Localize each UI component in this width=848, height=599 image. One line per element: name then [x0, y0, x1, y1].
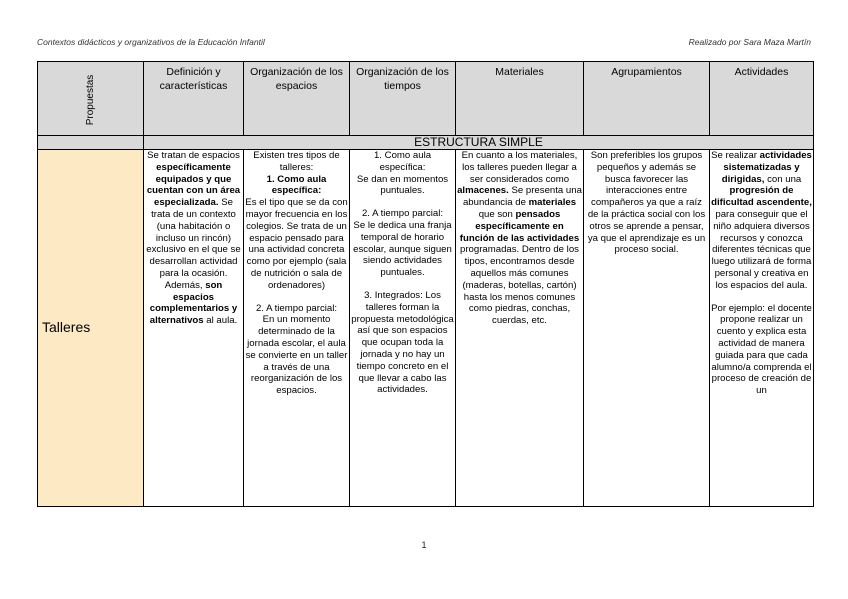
structure-table: [37, 61, 814, 507]
header-espacios: Organización de los espacios: [244, 62, 350, 136]
cell-espacios: Existen tres tipos de talleres: 1. Como aula específica: Es el tipo que se da con mayor frecuencia en los colegios. Se trata de un espacio pensado para una actividad concreta como por ejemplo (sala de nutrición o sala de ordenadores) 2. A tiempo parcial: En un momento determinado de la jornada escolar, el aula se convierte en un taller a través de una reorganización de los espacios.: [244, 150, 350, 507]
cell-tiempos: 1. Como aula específica: Se dan en momentos puntuales. 2. A tiempo parcial: Se le dedica una franja temporal de horario escolar, aunque siguen siendo actividades puntuales. 3. Integrados: Los talleres forman la propuesta metodológica así que son espacios que ocupan toda la jornada y no hay un tiempo concreto en el que llevar a cabo las actividades.: [350, 150, 456, 507]
header-materiales: Materiales: [456, 62, 584, 136]
header-propuestas: Propuestas: [38, 62, 144, 136]
document-header-left: Contextos didácticos y organizativos de la Educación Infantil: [37, 37, 265, 47]
cell-materiales: En cuanto a los materiales, los talleres pueden llegar a ser considerados como almacenes. Se presenta una abundancia de materiales que son pensados específicamente en función de las actividades programadas. Dentro de los tipos, encontramos desde aquellos más comunes (maderas, botellas, cartón) hasta los menos comunes como piedras, conchas, cuerdas, etc.: [456, 150, 584, 507]
row-label: Talleres: [38, 150, 144, 507]
header-definicion: Definición y características: [144, 62, 244, 136]
section-row: [38, 136, 814, 150]
cell-agrupamientos: Son preferibles los grupos pequeños y además se busca favorecer las interacciones entre compañeros ya que a raíz de la práctica social con los otros se aprende a pensar, ya que el aprendizaje es un proceso social.: [584, 150, 710, 507]
header-actividades: Actividades: [710, 62, 814, 136]
table-row: [38, 150, 814, 507]
cell-definicion: Se tratan de espacios específicamente equipados y que cuentan con un área especializada. Se trata de un contexto (una habitación o incluso un rincón) exclusivo en el que se desarrollan actividad para la ocasión. Además, son espacios complementarios y alternativos al aula.: [144, 150, 244, 507]
table-header-row: [38, 62, 814, 136]
cell-actividades: Se realizar actividades sistematizadas y dirigidas, con una progresión de dificultad ascendente, para conseguir que el niño adquiera diversos recursos y conozca diferentes técnicas que luego utilizará de forma personal y creativa en los espacios del aula. Por ejemplo: el docente propone realizar un cuento y explica esta actividad de manera guiada para que cada alumno/a comprenda el proceso de creación de un: [710, 150, 814, 507]
page-number: 1: [421, 540, 427, 550]
document-header-right: Realizado por Sara Maza Martín: [688, 37, 811, 47]
header-agrupamientos: Agrupamientos: [584, 62, 710, 136]
header-tiempos: Organización de los tiempos: [350, 62, 456, 136]
section-title: ESTRUCTURA SIMPLE: [144, 136, 814, 150]
